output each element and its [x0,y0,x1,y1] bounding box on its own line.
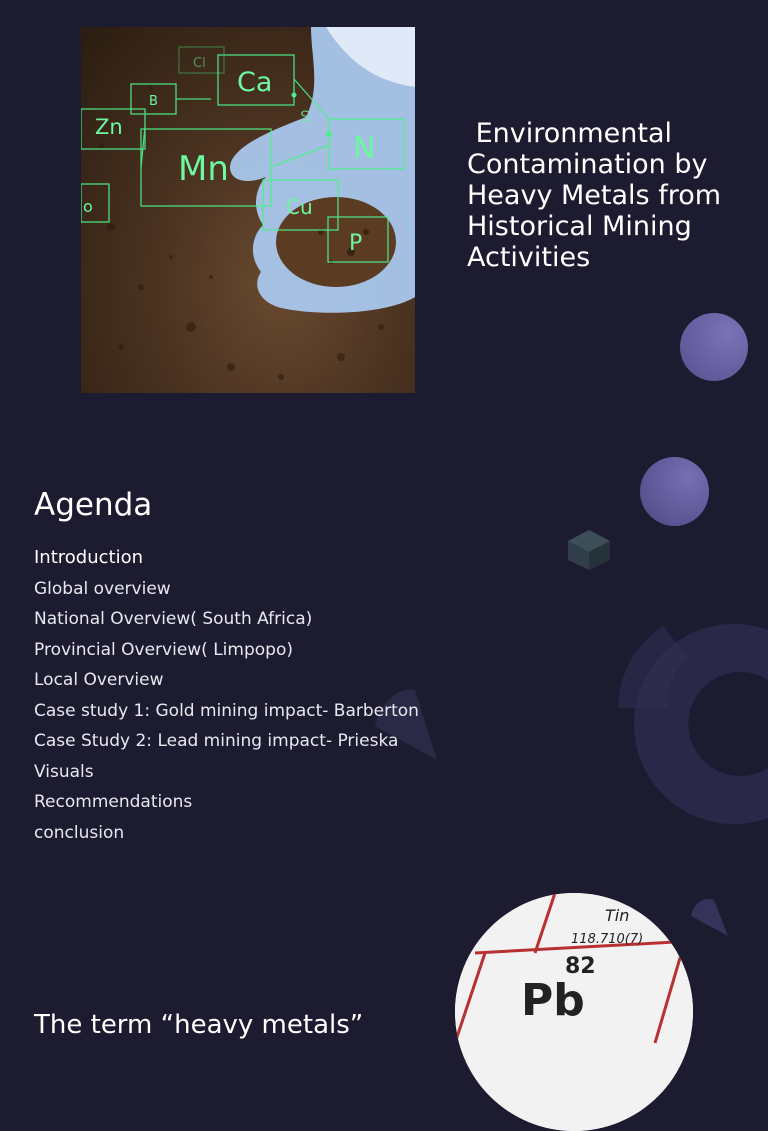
element-symbol: Pb [521,975,585,1026]
presentation-title: Environmental Contamination by Heavy Metals from Historical Mining Activities [467,118,730,273]
upper-element-symbol: Tin [605,906,630,925]
agenda-item: Case study 1: Gold mining impact- Barberton [34,700,419,721]
element-label-zn: Zn [95,115,123,139]
decorative-ring-shape [608,618,768,828]
periodic-table-lead-image [455,893,693,1131]
element-label-b: B [149,94,158,109]
agenda-item: Provincial Overview( Limpopo) [34,639,293,660]
agenda-item: Case Study 2: Lead mining impact- Prieska [34,731,399,751]
agenda-item: Visuals [34,761,94,782]
atomic-number: 82 [565,954,596,979]
agenda-item: Local Overview [34,670,164,690]
agenda-item: Recommendations [34,792,193,812]
agenda-item: conclusion [34,822,125,843]
agenda-item: Introduction [34,547,144,568]
element-label-cl: Cl [193,56,206,71]
element-label-o: o [83,197,93,216]
element-label-s: S [300,107,311,126]
element-label-p: P [349,231,363,256]
decorative-circle-middle [640,457,709,526]
agenda-item: Global overview [34,578,171,599]
element-label-mn: Mn [178,149,229,189]
agenda-heading: Agenda [34,487,153,523]
upper-element-mass: 118.710(7) [571,932,644,947]
hero-soil-image [81,27,415,393]
agenda-list [34,543,419,848]
decorative-small-cone-shape [688,896,730,938]
soil-gloves-illustration [81,27,415,393]
element-label-cu: Cu [286,195,313,219]
agenda-item: National Overview( South Africa) [34,609,313,629]
element-label-n: N [353,131,376,166]
decorative-cube-icon [566,528,612,572]
periodic-table-illustration [455,893,693,1131]
element-label-ca: Ca [237,67,273,98]
body-text-start: The term “heavy metals” [34,1010,364,1040]
decorative-circle-top [680,313,748,381]
